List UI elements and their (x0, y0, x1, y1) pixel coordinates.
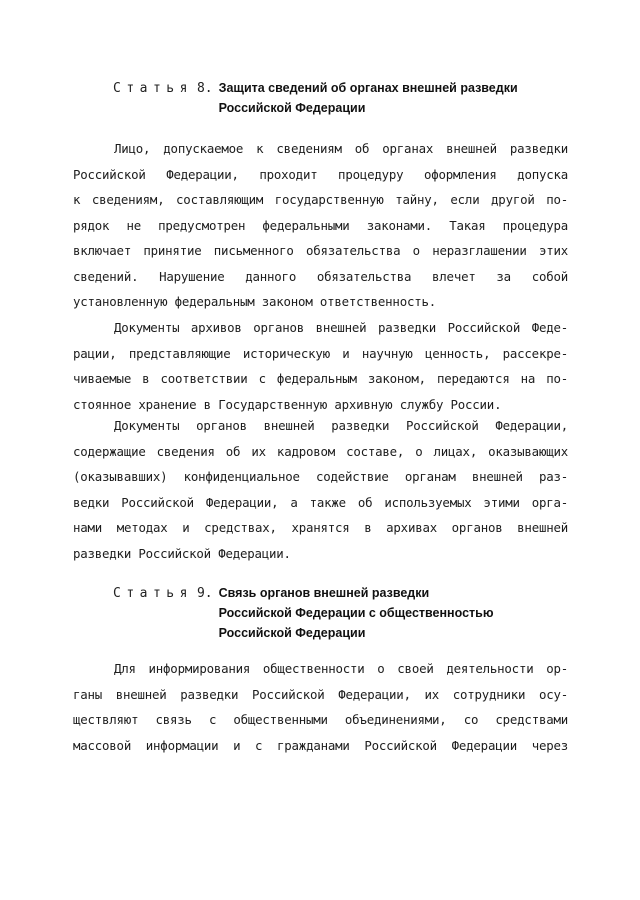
article-8-number: 8. (196, 81, 213, 96)
text-line: сведений. Нарушение данного обязательства влечет за собой (73, 268, 568, 284)
article-8-paragraph-2 (73, 315, 568, 417)
text-line: Лицо, допускаемое к сведениям об органах внешней разведки (114, 141, 568, 156)
text-line: ведки Российской Федерации, а также об используемых этими орга- (73, 494, 568, 510)
article-9-paragraph-1 (73, 656, 568, 758)
article-8-paragraph-1 (73, 136, 568, 315)
article-9-title-line: Связь органов внешней разведки (218, 586, 430, 600)
text-line: Документы архивов органов внешней разведки Российской Феде- (114, 320, 568, 335)
article-9-number: 9. (196, 586, 213, 601)
article-9-title (219, 583, 494, 643)
text-line: разведки Российской Федерации. (73, 545, 291, 561)
text-line: массовой информации и с гражданами Российской Федерации через (73, 737, 568, 753)
text-line: рядок не предусмотрен федеральными законами. Такая процедура (73, 217, 568, 233)
article-9-word: Статья (113, 586, 193, 601)
text-line: рации, представляющие историческую и научную ценность, рассекре- (73, 345, 568, 361)
article-8-title (219, 78, 518, 118)
text-line: ганы внешней разведки Российской Федерации, их сотрудники осу- (73, 686, 568, 702)
text-line: (оказывавших) конфиденциальное содействие органам внешней раз- (73, 469, 568, 484)
text-line: Российской Федерации, проходит процедуру оформления допуска (73, 166, 568, 182)
text-line: Документы органов внешней разведки Российской Федерации, (114, 418, 568, 433)
text-line: Для информирования общественности о своей деятельности ор- (114, 661, 568, 676)
article-8-word: Статья (113, 81, 193, 96)
article-8-heading (113, 78, 518, 118)
article-8-paragraph-3 (73, 413, 568, 566)
text-line: ществляют связь с общественными объединениями, со средствами (73, 712, 568, 727)
text-line: установленную федеральным законом ответственность. (73, 294, 436, 309)
article-9-title-line: Российской Федерации (218, 626, 366, 640)
article-8-title-line: Защита сведений об органах внешней разведки (218, 81, 518, 95)
text-line: нами методах и средствах, хранятся в архивах органов внешней (73, 520, 568, 535)
article-8-title-line: Российской Федерации (218, 101, 366, 115)
text-line: стоянное хранение в Государственную архивную службу России. (73, 396, 502, 412)
text-line: к сведениям, составляющим государственную тайну, если другой по- (73, 192, 568, 207)
text-line: чиваемые в соответствии с федеральным законом, передаются на по- (73, 371, 568, 386)
text-line: включает принятие письменного обязательства о неразглашении этих (73, 243, 568, 258)
article-9-title-line: Российской Федерации с общественностью (218, 606, 494, 620)
article-9-heading (113, 583, 494, 643)
text-line: содержащие сведения об их кадровом составе, о лицах, оказывающих (73, 443, 568, 459)
